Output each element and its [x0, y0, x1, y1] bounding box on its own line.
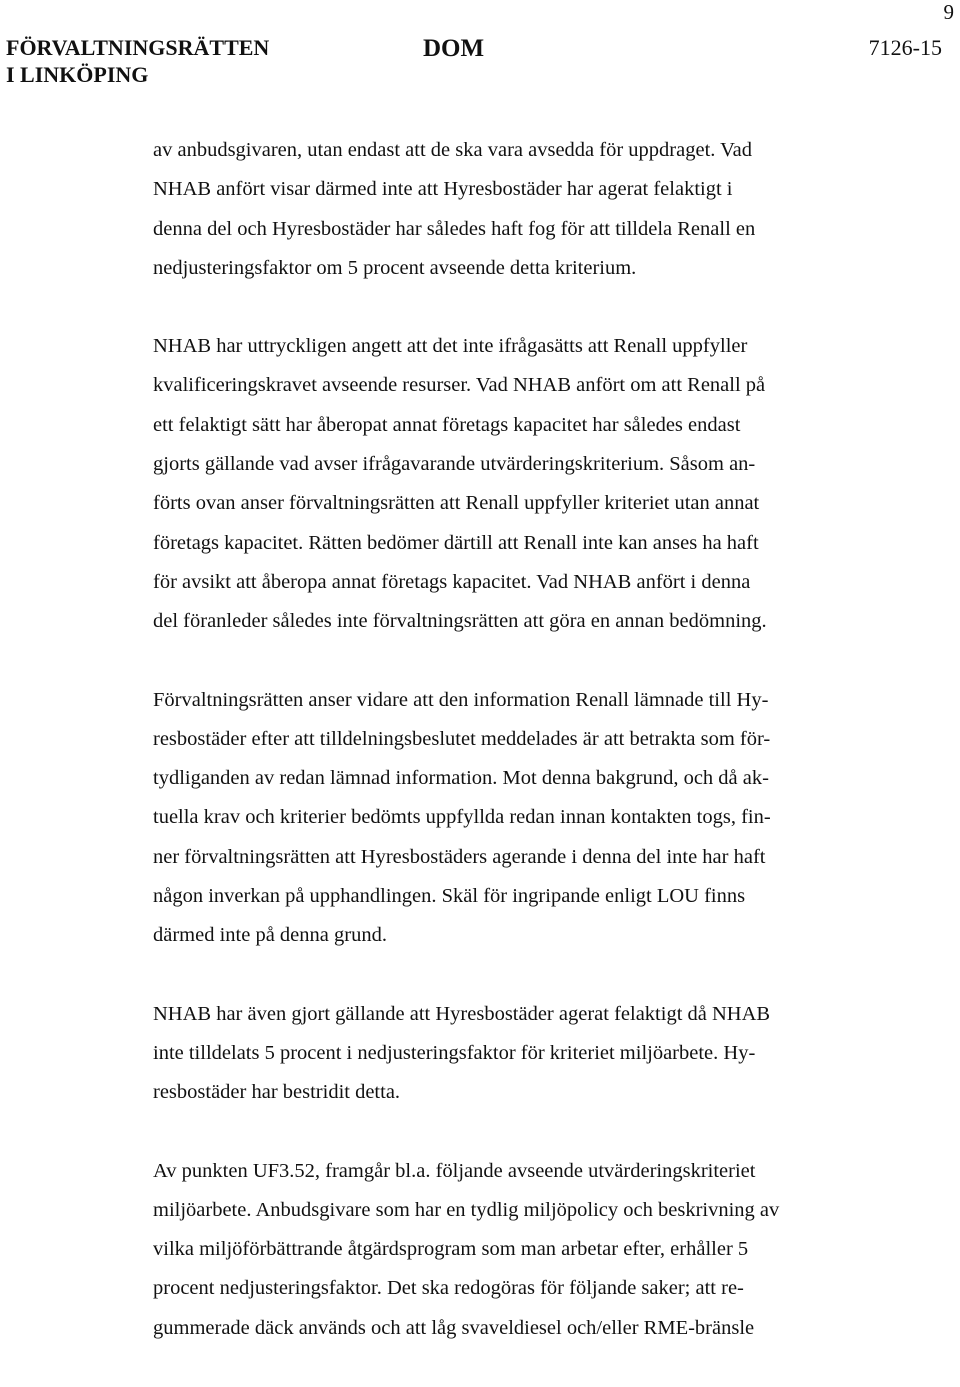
text-line: av anbudsgivaren, utan endast att de ska vara avsedda för uppdraget. Vad: [153, 139, 753, 161]
paragraph: [153, 995, 853, 1113]
case-number: 7126-15: [868, 35, 942, 60]
page-number: 9: [943, 0, 954, 24]
text-line: ner förvaltningsrätten att Hyresbostäders agerande i denna del inte har haft: [153, 845, 766, 868]
text-line: för avsikt att åberopa annat företags kapacitet. Vad NHAB anfört i denna: [153, 570, 751, 593]
court-name: [6, 34, 269, 88]
text-line: gummerade däck används och att låg svaveldiesel och/eller RME-bränsle: [153, 1316, 755, 1339]
text-line: därmed inte på denna grund.: [153, 924, 387, 947]
text-line: resbostäder efter att tilldelningsbeslutet meddelades är att betrakta som för-: [153, 727, 771, 750]
text-line: resbostäder har bestridit detta.: [153, 1081, 401, 1104]
text-line: NHAB har uttryckligen angett att det inte ifrågasätts att Renall uppfyller: [153, 335, 748, 358]
text-line: ett felaktigt sätt har åberopat annat företags kapacitet har således endast: [153, 413, 741, 436]
text-line: någon inverkan på upphandlingen. Skäl för ingripande enligt LOU finns: [153, 885, 746, 908]
court-name-line-1: FÖRVALTNINGSRÄTTEN: [6, 35, 270, 60]
document-type: DOM: [423, 35, 485, 62]
document-body: [153, 131, 853, 1387]
paragraph: [153, 1152, 853, 1348]
text-line: NHAB anfört visar därmed inte att Hyresbostäder har agerat felaktigt i: [153, 178, 733, 201]
text-line: NHAB har även gjort gällande att Hyresbostäder agerat felaktigt då NHAB: [153, 1002, 771, 1025]
text-line: del föranleder således inte förvaltningsrätten att göra en annan bedömning.: [153, 610, 767, 633]
court-name-line-2: I LINKÖPING: [6, 62, 149, 87]
text-line: denna del och Hyresbostäder har således haft fog för att tilldela Renall en: [153, 217, 756, 240]
text-line: förts ovan anser förvaltningsrätten att Renall uppfyller kriteriet utan annat: [153, 492, 760, 515]
text-line: vilka miljöförbättrande åtgärdsprogram som man arbetar efter, erhåller 5: [153, 1238, 749, 1261]
text-line: nedjusteringsfaktor om 5 procent avseende detta kriterium.: [153, 256, 637, 279]
text-line: procent nedjusteringsfaktor. Det ska redogöras för följande saker; att re-: [153, 1277, 744, 1300]
paragraph: [153, 681, 853, 956]
text-line: tuella krav och kriterier bedömts uppfyllda redan innan kontakten togs, fin-: [153, 806, 771, 829]
text-line: inte tilldelats 5 procent i nedjusteringsfaktor för kriteriet miljöarbete. Hy-: [153, 1041, 756, 1064]
text-line: gjorts gällande vad avser ifrågavarande utvärderingskriterium. Såsom an-: [153, 453, 756, 476]
text-line: tydliganden av redan lämnad information. Mot denna bakgrund, och då ak-: [153, 767, 769, 790]
text-line: Av punkten UF3.52, framgår bl.a. följande avseende utvärderingskriteriet: [153, 1159, 756, 1182]
paragraph: [153, 131, 853, 288]
text-line: kvalificeringskravet avseende resurser. Vad NHAB anfört om att Renall på: [153, 374, 766, 397]
text-line: Förvaltningsrätten anser vidare att den information Renall lämnade till Hy-: [153, 688, 769, 711]
text-line: miljöarbete. Anbudsgivare som har en tydlig miljöpolicy och beskrivning av: [153, 1198, 780, 1221]
text-line: företags kapacitet. Rätten bedömer därtill att Renall inte kan anses ha haft: [153, 531, 759, 554]
paragraph: [153, 327, 853, 641]
